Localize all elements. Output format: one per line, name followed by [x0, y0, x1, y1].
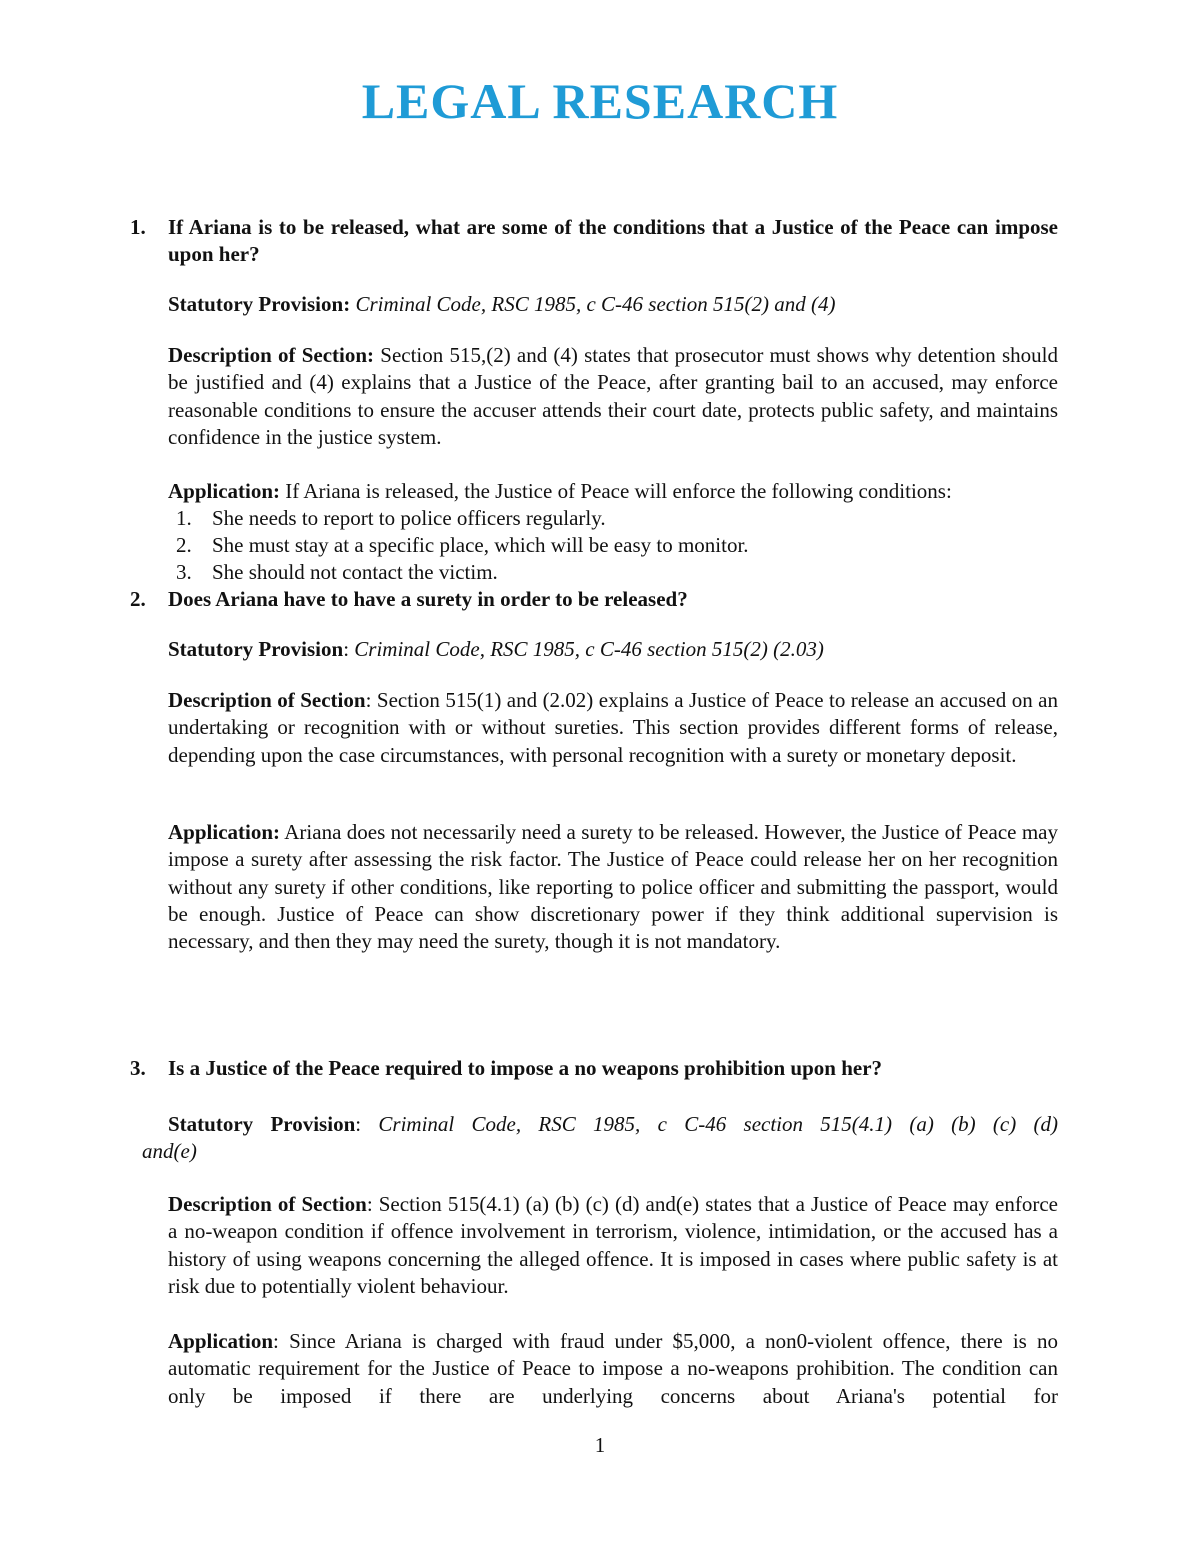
description-text: Section 515(1) and (2.02) explains a Justice of Peace to release an accused on an undertaking or recognition with or without sureties. This section provides different forms of release, depending upon the case circumstances, with personal recognition with a surety or monetary deposit. [168, 688, 1058, 767]
question-number: 3. [130, 1056, 146, 1080]
application-label: Application: [168, 479, 281, 503]
list-item-number: 1. [176, 506, 192, 530]
list-item [172, 532, 1052, 559]
statutory-citation: Criminal Code, RSC 1985, c C-46 section 515(2) and (4) [355, 292, 836, 316]
statutory-separator: : [355, 1112, 362, 1136]
q1-application [168, 478, 1058, 505]
application-separator: : [273, 1329, 279, 1353]
question-3 [130, 1055, 1058, 1082]
statutory-label: Statutory Provision [168, 1112, 356, 1136]
q2-description [168, 687, 1058, 769]
list-item [172, 505, 1052, 532]
q1-statutory-provision [168, 291, 1058, 318]
list-item [172, 559, 1052, 586]
description-separator: : [365, 688, 372, 712]
question-number: 2. [130, 587, 146, 611]
statutory-label: Statutory Provision: [168, 292, 351, 316]
list-item-number: 2. [176, 533, 192, 557]
application-text: Ariana does not necessarily need a surety to be released. However, the Justice of Peace may impose a surety after assessing the risk factor. The Justice of Peace could release her on her recognition without any surety if other conditions, like reporting to police officer and submitting the passport, would be enough. Justice of Peace can show discretionary power if they think additional supervision is necessary, and then they may need the surety, though it is not mandatory. [168, 820, 1058, 954]
question-text: Is a Justice of the Peace required to impose a no weapons prohibition upon her? [168, 1056, 883, 1080]
statutory-label: Statutory Provision [168, 637, 344, 661]
q2-application [168, 819, 1058, 955]
q1-description [168, 342, 1058, 451]
q3-description [168, 1191, 1058, 1300]
q3-application [168, 1328, 1058, 1410]
application-label: Application [168, 1329, 274, 1353]
question-1 [130, 214, 1058, 268]
q2-statutory-provision [168, 636, 1058, 663]
list-item-text: She must stay at a specific place, which will be easy to monitor. [212, 533, 749, 557]
q3-statutory-provision [168, 1111, 1058, 1138]
statutory-separator: : [343, 637, 350, 661]
statutory-citation: Criminal Code, RSC 1985, c C-46 section 515(4.1) (a) (b) (c) (d) [378, 1112, 1059, 1136]
list-item-number: 3. [176, 560, 192, 584]
q1-conditions-list [172, 505, 1052, 586]
document-title: LEGAL RESEARCH [361, 73, 839, 129]
q3-statutory-continuation [142, 1138, 1032, 1165]
list-item-text: She needs to report to police officers regularly. [212, 506, 606, 530]
statutory-citation: Criminal Code, RSC 1985, c C-46 section 515(2) (2.03) [354, 637, 824, 661]
application-label: Application: [168, 820, 281, 844]
question-text: Does Ariana have to have a surety in order to be released? [168, 587, 688, 611]
application-text: Since Ariana is charged with fraud under $5,000, a non0-violent offence, there is no automatic requirement for the Justice of Peace to impose a no-weapons prohibition. The condition can only be imposed if there are underlying concerns about Ariana's potential for [168, 1329, 1059, 1408]
list-item-text: She should not contact the victim. [212, 560, 498, 584]
description-text: Section 515,(2) and (4) states that prosecutor must shows why detention should be justified and (4) explains that a Justice of the Peace, after granting bail to an accused, may enforce reasonable conditions to ensure the accuser attends their court date, protects public safety, and maintains confidence in the justice system. [168, 343, 1059, 449]
page-number: 1 [594, 1433, 606, 1457]
description-label: Description of Section [168, 688, 366, 712]
question-number: 1. [130, 215, 146, 239]
description-separator: : [366, 1192, 373, 1216]
statutory-citation-continued: and(e) [142, 1139, 197, 1163]
question-2 [130, 586, 1058, 613]
application-text: If Ariana is released, the Justice of Peace will enforce the following conditions: [285, 479, 952, 503]
description-label: Description of Section [168, 1192, 367, 1216]
description-text: Section 515(4.1) (a) (b) (c) (d) and(e) states that a Justice of Peace may enforce a no-weapon condition if offence involvement in terrorism, violence, intimidation, or the accused has a history of using weapons concerning the alleged offence. It is imposed in cases where public safety is at risk due to potentially violent behaviour. [168, 1192, 1059, 1298]
description-label: Description of Section: [168, 343, 375, 367]
question-text: If Ariana is to be released, what are some of the conditions that a Justice of the Peace can impose upon her? [168, 215, 1058, 266]
